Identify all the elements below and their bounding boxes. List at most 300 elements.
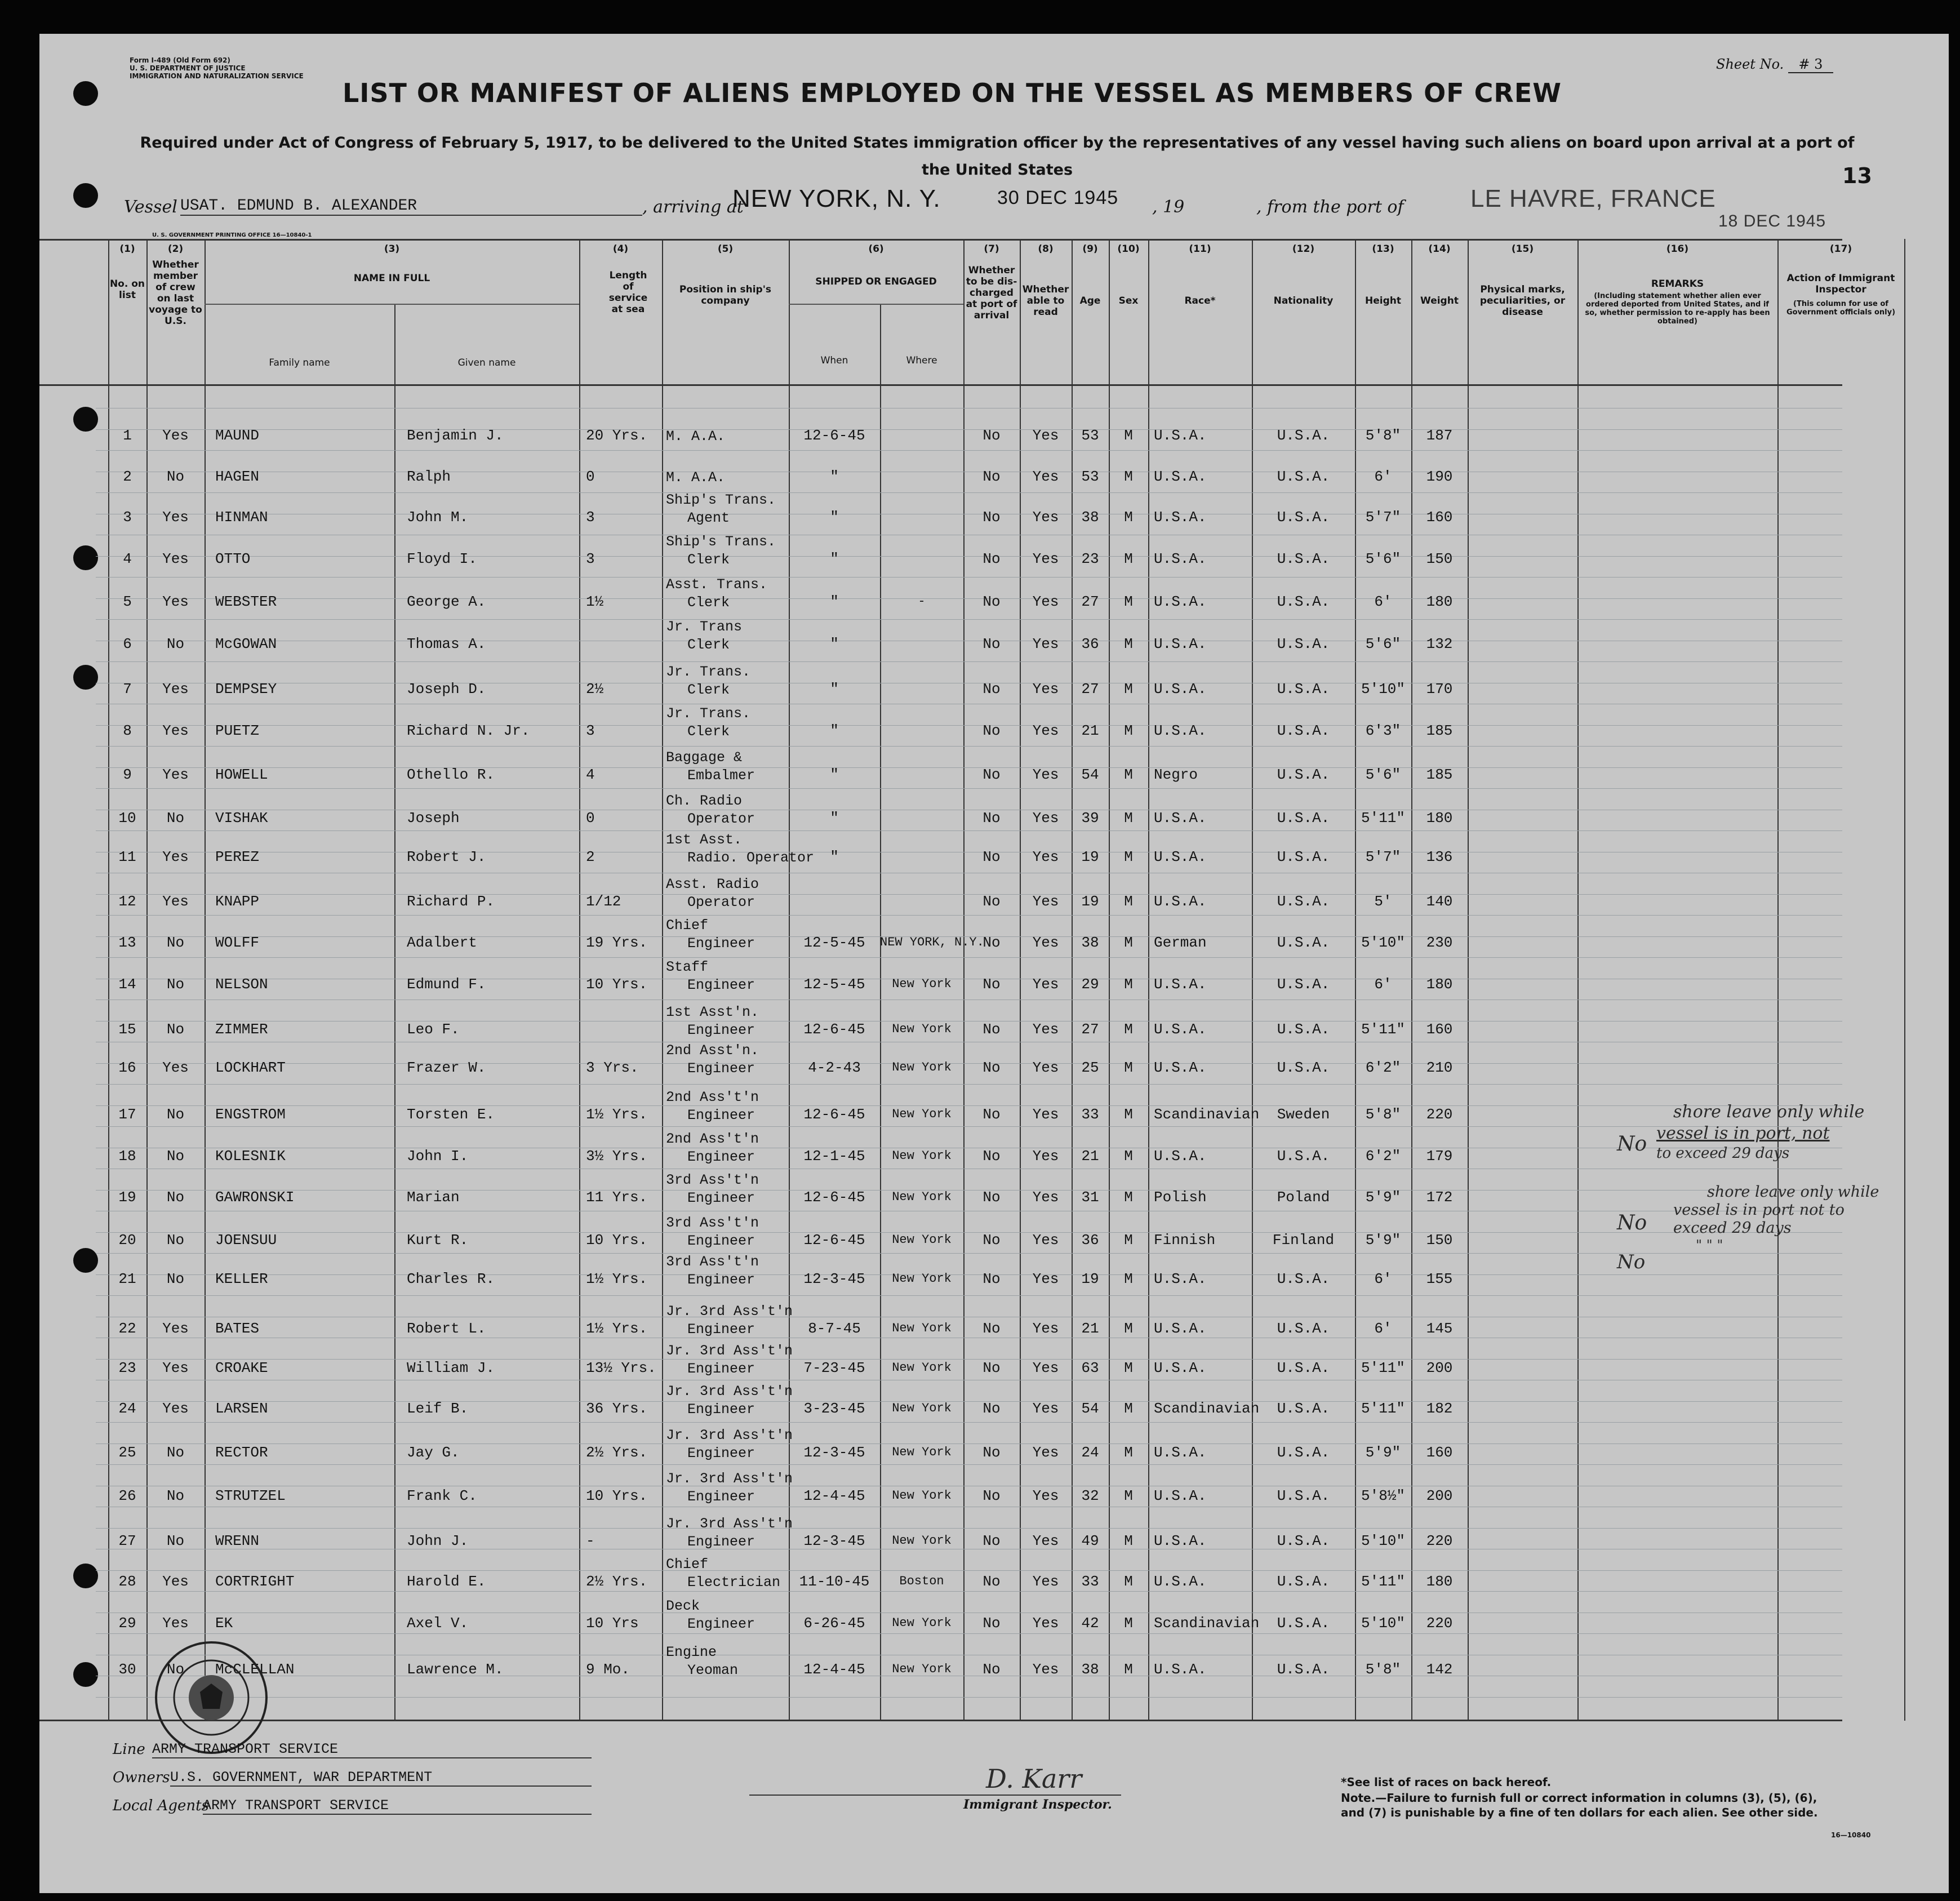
cell-when: 6-26-45 bbox=[803, 1615, 865, 1632]
year-label: , 19 bbox=[1152, 197, 1185, 217]
col-num: (5) bbox=[717, 243, 734, 255]
cell-position-line2: Engineer bbox=[687, 1616, 755, 1632]
cell-disch: No bbox=[983, 1573, 1001, 1590]
cell-nat: Poland bbox=[1277, 1189, 1330, 1206]
handwritten-remark-row19-prefix: No bbox=[1617, 1211, 1647, 1234]
cell-given: Kurt R. bbox=[407, 1232, 469, 1249]
cell-no: 19 bbox=[118, 1189, 136, 1206]
cell-no: 13 bbox=[118, 934, 136, 951]
punch-hole bbox=[73, 183, 98, 208]
cell-last: No bbox=[166, 1021, 185, 1038]
cell-read: Yes bbox=[1032, 1320, 1059, 1337]
col-num: (2) bbox=[167, 243, 184, 255]
cell-where: New York bbox=[892, 1401, 952, 1415]
cell-when: 12-5-45 bbox=[803, 976, 865, 993]
cell-read: Yes bbox=[1032, 1232, 1059, 1249]
departure-date-stamp: 18 DEC 1945 bbox=[1718, 212, 1826, 230]
cell-read: Yes bbox=[1032, 468, 1059, 485]
cell-position-line1: Ship's Trans. bbox=[666, 492, 776, 508]
cell-when: " bbox=[830, 509, 839, 526]
cell-no: 29 bbox=[118, 1615, 136, 1632]
cell-age: 29 bbox=[1081, 976, 1099, 993]
form-department: U. S. DEPARTMENT OF JUSTICE bbox=[130, 64, 246, 72]
cell-given: John I. bbox=[407, 1148, 469, 1165]
cell-when: " bbox=[830, 636, 839, 652]
col-rule bbox=[205, 239, 206, 1721]
ruled-line bbox=[96, 661, 1842, 662]
cell-position-line2: Agent bbox=[687, 510, 730, 526]
cell-height: 5'9" bbox=[1365, 1189, 1401, 1206]
cell-no: 4 bbox=[123, 550, 132, 567]
cell-sex: M bbox=[1124, 550, 1133, 567]
cell-service: 19 Yrs. bbox=[586, 934, 648, 951]
cell-sex: M bbox=[1124, 976, 1133, 993]
cell-given: Joseph D. bbox=[407, 681, 486, 698]
inspector-signature-line bbox=[749, 1795, 1121, 1796]
cell-weight: 185 bbox=[1426, 766, 1453, 783]
cell-height: 5'11" bbox=[1361, 1400, 1405, 1417]
cell-position-line2: Engineer bbox=[687, 1190, 755, 1206]
cell-disch: No bbox=[983, 1232, 1001, 1249]
cell-when: 12-3-45 bbox=[803, 1444, 865, 1461]
cell-sex: M bbox=[1124, 593, 1133, 610]
cell-service: 0 bbox=[586, 810, 595, 827]
cell-position-line1: Deck bbox=[666, 1598, 700, 1614]
cell-age: 36 bbox=[1081, 636, 1099, 652]
col-header-position: Position in ship's company bbox=[679, 284, 772, 307]
cell-family: GAWRONSKI bbox=[215, 1189, 295, 1206]
ruled-line bbox=[96, 619, 1842, 620]
cell-family: McGOWAN bbox=[215, 636, 277, 652]
cell-sex: M bbox=[1124, 722, 1133, 739]
cell-height: 6'2" bbox=[1365, 1059, 1401, 1076]
cell-read: Yes bbox=[1032, 1189, 1059, 1206]
cell-service: 36 Yrs. bbox=[586, 1400, 648, 1417]
col-header-inspector-action: Action of Immigrant Inspector bbox=[1786, 273, 1895, 295]
cell-family: KNAPP bbox=[215, 893, 260, 910]
cell-sex: M bbox=[1124, 766, 1133, 783]
cell-weight: 160 bbox=[1426, 509, 1453, 526]
cell-service: 1½ Yrs. bbox=[586, 1320, 648, 1337]
cell-position-line1: Ch. Radio bbox=[666, 793, 743, 809]
cell-last: No bbox=[166, 1148, 185, 1165]
cell-position-line1: 2nd Ass't'n bbox=[666, 1089, 759, 1105]
cell-position-line2: Operator bbox=[687, 811, 755, 827]
cell-family: KELLER bbox=[215, 1271, 268, 1287]
cell-disch: No bbox=[983, 1360, 1001, 1376]
cell-sex: M bbox=[1124, 1615, 1133, 1632]
cell-height: 5'7" bbox=[1365, 849, 1401, 865]
cell-sex: M bbox=[1124, 509, 1133, 526]
cell-when: 12-1-45 bbox=[803, 1148, 865, 1165]
col-num: (12) bbox=[1292, 243, 1315, 255]
cell-nat: U.S.A. bbox=[1277, 766, 1330, 783]
cell-where: New York bbox=[892, 1321, 952, 1335]
cell-nat: U.S.A. bbox=[1277, 1661, 1330, 1678]
cell-where: New York bbox=[892, 1616, 952, 1630]
table-bottom-rule bbox=[39, 1720, 1842, 1721]
cell-sex: M bbox=[1124, 1360, 1133, 1376]
cell-service: 3 bbox=[586, 509, 595, 526]
cell-read: Yes bbox=[1032, 1400, 1059, 1417]
punch-hole bbox=[73, 1564, 98, 1588]
cell-where: New York bbox=[892, 1272, 952, 1286]
col-header-name: NAME IN FULL bbox=[353, 273, 430, 284]
cell-weight: 182 bbox=[1426, 1400, 1453, 1417]
cell-height: 6' bbox=[1374, 976, 1392, 993]
cell-disch: No bbox=[983, 893, 1001, 910]
cell-sex: M bbox=[1124, 1148, 1133, 1165]
col-num: (8) bbox=[1038, 243, 1054, 255]
cell-nat: U.S.A. bbox=[1277, 893, 1330, 910]
punch-hole bbox=[73, 1662, 98, 1687]
cell-age: 19 bbox=[1081, 1271, 1099, 1287]
cell-given: Adalbert bbox=[407, 934, 477, 951]
cell-when: 8-7-45 bbox=[808, 1320, 861, 1337]
cell-when: 3-23-45 bbox=[803, 1400, 865, 1417]
cell-height: 5'10" bbox=[1361, 1533, 1405, 1549]
col-rule bbox=[1577, 239, 1579, 1721]
cell-height: 5'8½" bbox=[1361, 1487, 1405, 1504]
cell-where: New York bbox=[892, 1060, 952, 1074]
cell-given: Charles R. bbox=[407, 1271, 495, 1287]
col-rule bbox=[394, 304, 395, 1721]
cell-nat: Sweden bbox=[1277, 1106, 1330, 1123]
cell-read: Yes bbox=[1032, 1271, 1059, 1287]
ruled-line bbox=[96, 1528, 1842, 1529]
cell-age: 38 bbox=[1081, 509, 1099, 526]
cell-race: U.S.A. bbox=[1154, 550, 1207, 567]
cell-no: 26 bbox=[118, 1487, 136, 1504]
cell-weight: 160 bbox=[1426, 1021, 1453, 1038]
cell-weight: 145 bbox=[1426, 1320, 1453, 1337]
cell-weight: 220 bbox=[1426, 1533, 1453, 1549]
sheet-number bbox=[1716, 56, 1833, 73]
cell-family: WOLFF bbox=[215, 934, 260, 951]
cell-height: 5'11" bbox=[1361, 810, 1405, 827]
cell-nat: U.S.A. bbox=[1277, 810, 1330, 827]
cell-position-line2: Engineer bbox=[687, 1107, 755, 1123]
cell-no: 30 bbox=[118, 1661, 136, 1678]
col-num: (7) bbox=[984, 243, 999, 255]
cell-read: Yes bbox=[1032, 810, 1059, 827]
ruled-line bbox=[96, 1253, 1842, 1254]
cell-service: 0 bbox=[586, 468, 595, 485]
col-num: (14) bbox=[1428, 243, 1451, 255]
cell-age: 32 bbox=[1081, 1487, 1099, 1504]
cell-when: 12-6-45 bbox=[803, 427, 865, 444]
cell-given: Richard P. bbox=[407, 893, 495, 910]
cell-sex: M bbox=[1124, 1533, 1133, 1549]
table-top-rule bbox=[39, 239, 1842, 241]
cell-height: 5' bbox=[1374, 893, 1392, 910]
cell-family: LARSEN bbox=[215, 1400, 268, 1417]
cell-when: 11-10-45 bbox=[799, 1573, 870, 1590]
cell-age: 25 bbox=[1081, 1059, 1099, 1076]
cell-service: 13½ Yrs. bbox=[586, 1360, 656, 1376]
ruled-line bbox=[96, 492, 1842, 493]
form-number: Form I-489 (Old Form 692) bbox=[130, 56, 230, 64]
col-rule bbox=[1777, 239, 1779, 1721]
cell-sex: M bbox=[1124, 1189, 1133, 1206]
cell-last: Yes bbox=[162, 1573, 189, 1590]
col-num: (1) bbox=[119, 243, 135, 255]
cell-family: WRENN bbox=[215, 1533, 260, 1549]
cell-last: No bbox=[166, 1533, 185, 1549]
col-header-discharged: Whether to be dis-charged at port of arrival bbox=[966, 265, 1017, 321]
cell-where: NEW YORK, N.Y. bbox=[880, 935, 984, 949]
col-rule bbox=[1148, 239, 1149, 1721]
col-header-remarks-note: (Including statement whether alien ever ordered deported from United States, and if so, whether permission to re-apply has been obtained) bbox=[1585, 292, 1770, 326]
cell-no: 3 bbox=[123, 509, 132, 526]
cell-read: Yes bbox=[1032, 1533, 1059, 1549]
arrival-port-stamp: NEW YORK, N. Y. bbox=[732, 185, 941, 212]
cell-disch: No bbox=[983, 1487, 1001, 1504]
cell-family: McCLELLAN bbox=[215, 1661, 295, 1678]
cell-disch: No bbox=[983, 636, 1001, 652]
cell-position-line1: 2nd Asst'n. bbox=[666, 1042, 759, 1059]
cell-nat: U.S.A. bbox=[1277, 468, 1330, 485]
cell-disch: No bbox=[983, 1444, 1001, 1461]
cell-age: 27 bbox=[1081, 1021, 1099, 1038]
cell-read: Yes bbox=[1032, 509, 1059, 526]
cell-when: " bbox=[830, 593, 839, 610]
cell-position-line1: Chief bbox=[666, 917, 709, 934]
col-num: (11) bbox=[1189, 243, 1211, 255]
cell-given: Harold E. bbox=[407, 1573, 486, 1590]
ruled-line bbox=[96, 830, 1842, 831]
cell-disch: No bbox=[983, 1021, 1001, 1038]
cell-disch: No bbox=[983, 722, 1001, 739]
cell-height: 5'6" bbox=[1365, 550, 1401, 567]
cell-where: New York bbox=[892, 1022, 952, 1036]
cell-last: No bbox=[166, 1232, 185, 1249]
cell-nat: U.S.A. bbox=[1277, 681, 1330, 698]
cell-position-line1: Chief bbox=[666, 1556, 709, 1573]
cell-nat: U.S.A. bbox=[1277, 1487, 1330, 1504]
cell-race: U.S.A. bbox=[1154, 722, 1207, 739]
cell-sex: M bbox=[1124, 1573, 1133, 1590]
cell-nat: U.S.A. bbox=[1277, 1360, 1330, 1376]
cell-no: 6 bbox=[123, 636, 132, 652]
cell-position-line2: Clerk bbox=[687, 723, 730, 740]
cell-position-line2: Engineer bbox=[687, 1361, 755, 1377]
cell-given: John J. bbox=[407, 1533, 469, 1549]
cell-disch: No bbox=[983, 1661, 1001, 1678]
cell-when: " bbox=[830, 766, 839, 783]
ruled-line bbox=[96, 1570, 1842, 1571]
cell-given: Leo F. bbox=[407, 1021, 460, 1038]
cell-family: KOLESNIK bbox=[215, 1148, 286, 1165]
cell-disch: No bbox=[983, 766, 1001, 783]
cell-height: 5'9" bbox=[1365, 1444, 1401, 1461]
owners-value: U.S. GOVERNMENT, WAR DEPARTMENT bbox=[170, 1769, 592, 1787]
cell-position-line2: Clerk bbox=[687, 594, 730, 611]
cell-given: Thomas A. bbox=[407, 636, 486, 652]
cell-no: 25 bbox=[118, 1444, 136, 1461]
cell-race: U.S.A. bbox=[1154, 1320, 1207, 1337]
ruled-line bbox=[96, 1295, 1842, 1296]
ruled-line bbox=[96, 1591, 1842, 1592]
cell-height: 5'11" bbox=[1361, 1021, 1405, 1038]
cell-race: U.S.A. bbox=[1154, 1487, 1207, 1504]
cell-family: HOWELL bbox=[215, 766, 268, 783]
cell-nat: U.S.A. bbox=[1277, 593, 1330, 610]
cell-nat: U.S.A. bbox=[1277, 1271, 1330, 1287]
cell-no: 18 bbox=[118, 1148, 136, 1165]
cell-service: 10 Yrs. bbox=[586, 976, 648, 993]
cell-service: 9 Mo. bbox=[586, 1661, 630, 1678]
cell-position-line2: Clerk bbox=[687, 552, 730, 568]
cell-given: Axel V. bbox=[407, 1615, 469, 1632]
races-note: *See list of races on back hereof. bbox=[1341, 1775, 1552, 1789]
cell-race: Polish bbox=[1154, 1189, 1207, 1206]
cell-height: 5'11" bbox=[1361, 1573, 1405, 1590]
col-header-inspector-note: (This column for use of Government officials only) bbox=[1786, 300, 1896, 317]
cell-last: No bbox=[166, 810, 185, 827]
cell-height: 5'11" bbox=[1361, 1360, 1405, 1376]
cell-height: 5'10" bbox=[1361, 934, 1405, 951]
handwritten-remark-row19: exceed 29 days bbox=[1673, 1219, 1792, 1237]
form-identifier bbox=[130, 56, 304, 80]
cell-disch: No bbox=[983, 810, 1001, 827]
cell-disch: No bbox=[983, 593, 1001, 610]
cell-read: Yes bbox=[1032, 722, 1059, 739]
cell-family: JOENSUU bbox=[215, 1232, 277, 1249]
col-header-given-name: Given name bbox=[457, 357, 516, 368]
cell-nat: U.S.A. bbox=[1277, 550, 1330, 567]
cell-position-line2: Engineer bbox=[687, 1401, 755, 1418]
penalty-note: Note.—Failure to furnish full or correct information in columns (3), (5), (6), and (7) is punishable by a fine of ten dollars for each alien. See other side. bbox=[1341, 1791, 1818, 1819]
cell-position-line1: Engine bbox=[666, 1644, 717, 1660]
ruled-line bbox=[96, 450, 1842, 451]
cell-no: 2 bbox=[123, 468, 132, 485]
cell-race: U.S.A. bbox=[1154, 1271, 1207, 1287]
cell-family: VISHAK bbox=[215, 810, 268, 827]
cell-no: 16 bbox=[118, 1059, 136, 1076]
cell-nat: U.S.A. bbox=[1277, 636, 1330, 652]
ruled-line bbox=[96, 957, 1842, 958]
cell-when: 12-3-45 bbox=[803, 1271, 865, 1287]
cell-sex: M bbox=[1124, 1271, 1133, 1287]
cell-where: - bbox=[918, 594, 926, 609]
cell-weight: 150 bbox=[1426, 1232, 1453, 1249]
cell-position-line1: Jr. 3rd Ass't'n bbox=[666, 1343, 793, 1359]
col-header-last-voyage: Whether member of crew on last voyage to U.S. bbox=[149, 259, 202, 327]
cell-read: Yes bbox=[1032, 550, 1059, 567]
cell-service: 2½ bbox=[586, 681, 604, 698]
ruled-line bbox=[96, 577, 1842, 578]
header-bottom-rule bbox=[39, 384, 1842, 386]
cell-last: No bbox=[166, 976, 185, 993]
cell-when: 12-3-45 bbox=[803, 1533, 865, 1549]
cell-read: Yes bbox=[1032, 1360, 1059, 1376]
cell-age: 38 bbox=[1081, 1661, 1099, 1678]
cell-height: 5'9" bbox=[1365, 1232, 1401, 1249]
cell-weight: 185 bbox=[1426, 722, 1453, 739]
cell-service: 10 Yrs bbox=[586, 1615, 639, 1632]
cell-where: New York bbox=[892, 1534, 952, 1548]
cell-read: Yes bbox=[1032, 636, 1059, 652]
cell-nat: U.S.A. bbox=[1277, 849, 1330, 865]
handwritten-remark-row17: shore leave only while bbox=[1673, 1102, 1865, 1122]
cell-weight: 200 bbox=[1426, 1487, 1453, 1504]
vessel-name: USAT. EDMUND B. ALEXANDER bbox=[180, 197, 642, 216]
cell-service: 3 bbox=[586, 550, 595, 567]
cell-position-line1: Asst. Radio bbox=[666, 876, 759, 892]
owners-label: Owners bbox=[113, 1769, 170, 1786]
cell-position-line2: Engineer bbox=[687, 1489, 755, 1505]
cell-when: " bbox=[830, 849, 839, 865]
cell-service: 3 Yrs. bbox=[586, 1059, 639, 1076]
cell-race: U.S.A. bbox=[1154, 1444, 1207, 1461]
cell-sex: M bbox=[1124, 849, 1133, 865]
col-num: (3) bbox=[384, 243, 400, 255]
cell-nat: U.S.A. bbox=[1277, 1573, 1330, 1590]
cell-read: Yes bbox=[1032, 934, 1059, 951]
cell-race: U.S.A. bbox=[1154, 1533, 1207, 1549]
cell-last: No bbox=[166, 636, 185, 652]
cell-age: 36 bbox=[1081, 1232, 1099, 1249]
cell-position-line2: Clerk bbox=[687, 637, 730, 653]
cell-position-line1: 2nd Ass't'n bbox=[666, 1131, 759, 1147]
cell-age: 33 bbox=[1081, 1573, 1099, 1590]
cell-race: U.S.A. bbox=[1154, 849, 1207, 865]
cell-family: OTTO bbox=[215, 550, 251, 567]
cell-no: 24 bbox=[118, 1400, 136, 1417]
cell-given: Torsten E. bbox=[407, 1106, 495, 1123]
cell-sex: M bbox=[1124, 1661, 1133, 1678]
sheet-number-value: # 3 bbox=[1788, 56, 1833, 73]
ruled-line bbox=[96, 788, 1842, 789]
handwritten-remark-row19: shore leave only while bbox=[1707, 1183, 1879, 1201]
cell-height: 5'10" bbox=[1361, 681, 1405, 698]
cell-family: NELSON bbox=[215, 976, 268, 993]
col-header-where: Where bbox=[906, 355, 937, 366]
cell-where: New York bbox=[892, 1445, 952, 1459]
cell-last: Yes bbox=[162, 849, 189, 865]
cell-given: Jay G. bbox=[407, 1444, 460, 1461]
cell-no: 12 bbox=[118, 893, 136, 910]
cell-family: MAUND bbox=[215, 427, 260, 444]
cell-disch: No bbox=[983, 1400, 1001, 1417]
cell-no: 8 bbox=[123, 722, 132, 739]
cell-height: 6' bbox=[1374, 1320, 1392, 1337]
cell-no: 17 bbox=[118, 1106, 136, 1123]
cell-sex: M bbox=[1124, 427, 1133, 444]
cell-position-line1: Jr. 3rd Ass't'n bbox=[666, 1383, 793, 1400]
cell-nat: U.S.A. bbox=[1277, 934, 1330, 951]
cell-read: Yes bbox=[1032, 766, 1059, 783]
cell-nat: U.S.A. bbox=[1277, 1400, 1330, 1417]
cell-age: 21 bbox=[1081, 1320, 1099, 1337]
col-num: (17) bbox=[1829, 243, 1852, 255]
cell-last: No bbox=[166, 1189, 185, 1206]
col-num: (4) bbox=[612, 243, 629, 255]
handwritten-remark-row17: vessel is in port, not bbox=[1656, 1123, 1830, 1143]
cell-service: 10 Yrs. bbox=[586, 1232, 648, 1249]
departure-port-stamp: LE HAVRE, FRANCE bbox=[1470, 185, 1716, 212]
cell-where: New York bbox=[892, 1489, 952, 1503]
cell-last: Yes bbox=[162, 722, 189, 739]
cell-no: 15 bbox=[118, 1021, 136, 1038]
cell-when: " bbox=[830, 722, 839, 739]
cell-race: U.S.A. bbox=[1154, 893, 1207, 910]
cell-weight: 172 bbox=[1426, 1189, 1453, 1206]
agents-value: ARMY TRANSPORT SERVICE bbox=[203, 1797, 592, 1815]
cell-when: " bbox=[830, 681, 839, 698]
cell-disch: No bbox=[983, 1615, 1001, 1632]
